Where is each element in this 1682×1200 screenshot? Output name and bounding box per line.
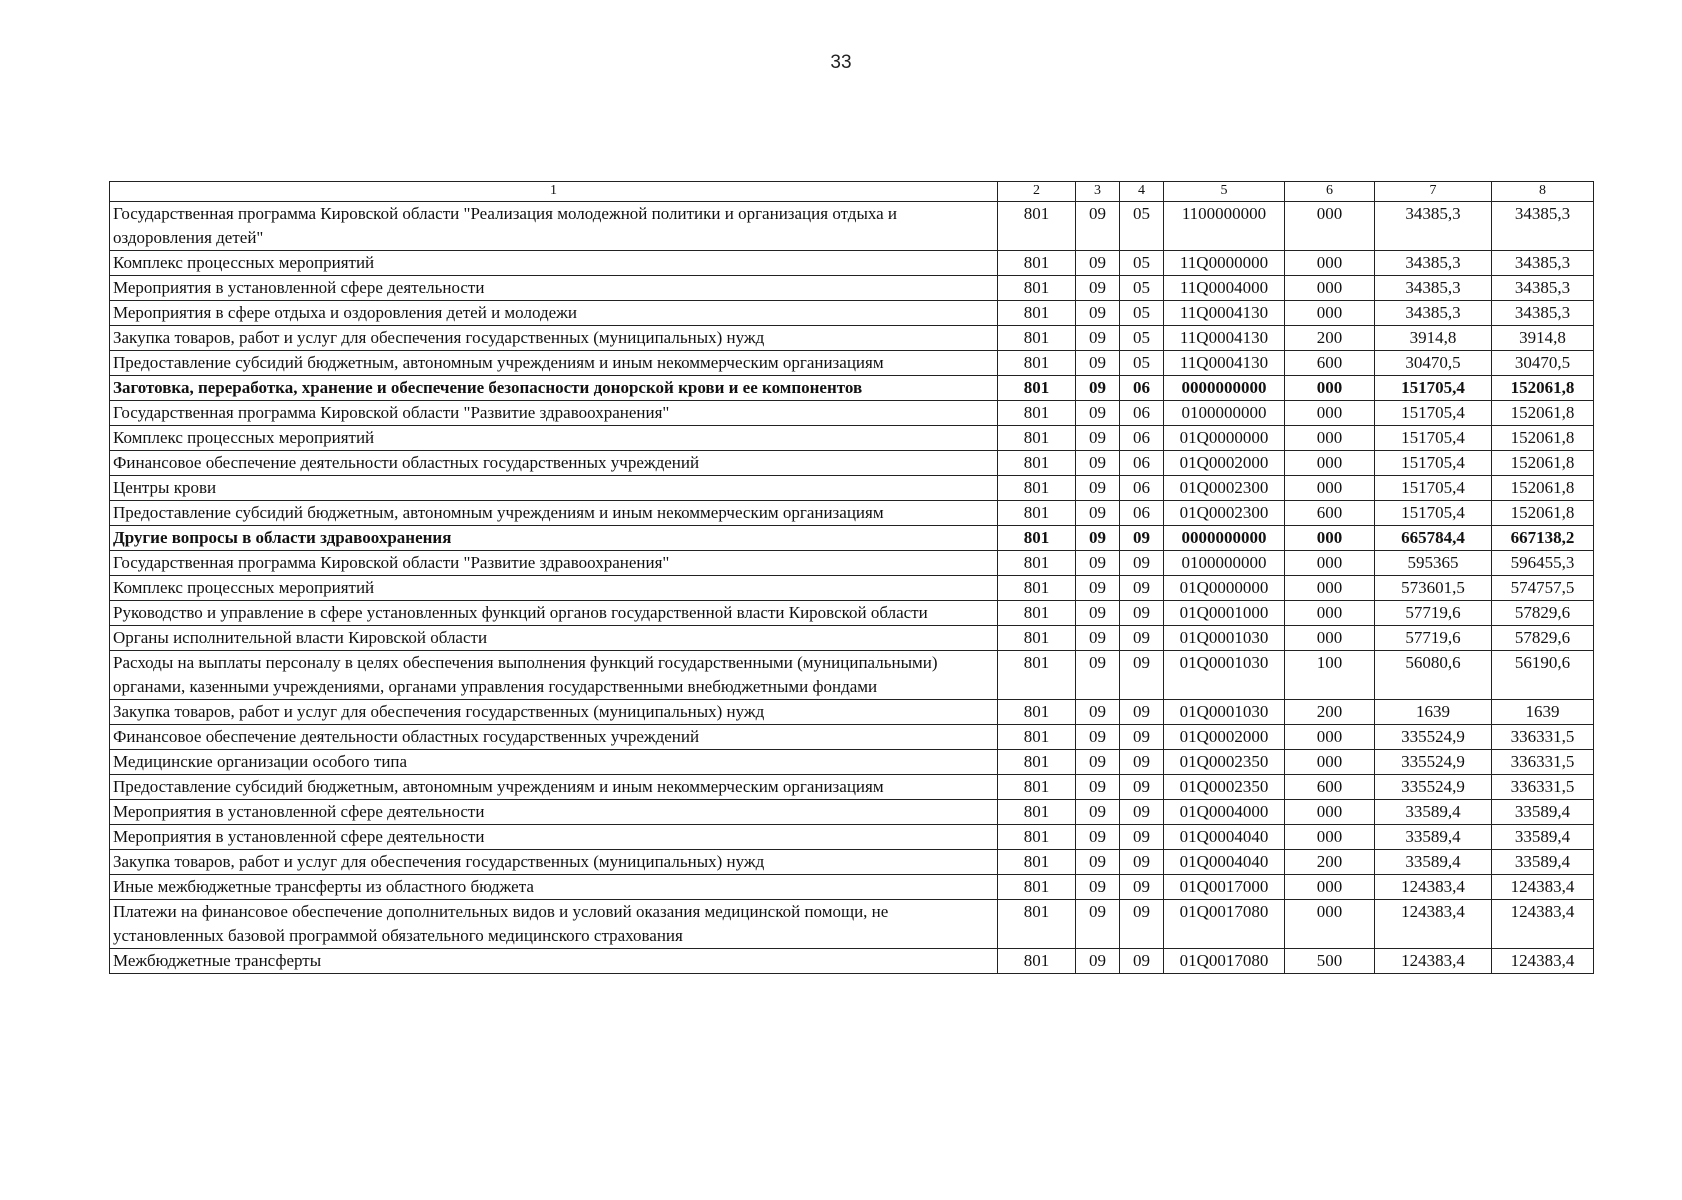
amount-year2-cell: 33589,4 <box>1492 800 1594 825</box>
subsection-cell: 09 <box>1120 875 1164 900</box>
amount-year2-cell: 57829,6 <box>1492 626 1594 651</box>
section-cell: 09 <box>1076 875 1120 900</box>
subsection-cell: 06 <box>1120 501 1164 526</box>
expense-type-cell: 000 <box>1285 276 1375 301</box>
ministry-code-cell: 801 <box>998 850 1076 875</box>
table-row <box>110 651 1594 700</box>
target-article-cell: 01Q0001030 <box>1164 626 1285 651</box>
expense-type-cell: 500 <box>1285 949 1375 974</box>
table-row <box>110 202 1594 251</box>
target-article-cell: 01Q0002350 <box>1164 775 1285 800</box>
amount-year1-cell: 124383,4 <box>1375 900 1492 949</box>
section-cell: 09 <box>1076 276 1120 301</box>
amount-year2-cell: 152061,8 <box>1492 501 1594 526</box>
subsection-cell: 05 <box>1120 276 1164 301</box>
amount-year1-cell: 335524,9 <box>1375 750 1492 775</box>
amount-year2-cell: 1639 <box>1492 700 1594 725</box>
column-header: 1 <box>110 182 998 202</box>
ministry-code-cell: 801 <box>998 426 1076 451</box>
section-cell: 09 <box>1076 426 1120 451</box>
expense-name-cell: Медицинские организации особого типа <box>110 750 998 775</box>
expense-name-cell: Комплекс процессных мероприятий <box>110 426 998 451</box>
ministry-code-cell: 801 <box>998 551 1076 576</box>
expense-name-cell: Государственная программа Кировской области "Развитие здравоохранения" <box>110 551 998 576</box>
table-row <box>110 301 1594 326</box>
subsection-cell: 09 <box>1120 601 1164 626</box>
column-header: 6 <box>1285 182 1375 202</box>
amount-year1-cell: 151705,4 <box>1375 426 1492 451</box>
subsection-cell: 09 <box>1120 949 1164 974</box>
expense-name-cell: Государственная программа Кировской области "Реализация молодежной политики и организация отдыха и оздоровления детей" <box>110 202 998 251</box>
target-article-cell: 11Q0004130 <box>1164 301 1285 326</box>
target-article-cell: 01Q0002300 <box>1164 476 1285 501</box>
amount-year1-cell: 57719,6 <box>1375 626 1492 651</box>
section-cell: 09 <box>1076 850 1120 875</box>
column-header: 2 <box>998 182 1076 202</box>
subsection-cell: 05 <box>1120 326 1164 351</box>
header-row <box>110 182 1594 202</box>
amount-year2-cell: 152061,8 <box>1492 476 1594 501</box>
ministry-code-cell: 801 <box>998 700 1076 725</box>
expense-name-cell: Закупка товаров, работ и услуг для обеспечения государственных (муниципальных) нужд <box>110 850 998 875</box>
section-cell: 09 <box>1076 700 1120 725</box>
amount-year2-cell: 124383,4 <box>1492 949 1594 974</box>
amount-year1-cell: 34385,3 <box>1375 202 1492 251</box>
amount-year1-cell: 56080,6 <box>1375 651 1492 700</box>
section-cell: 09 <box>1076 301 1120 326</box>
target-article-cell: 11Q0004130 <box>1164 326 1285 351</box>
ministry-code-cell: 801 <box>998 825 1076 850</box>
target-article-cell: 01Q0004000 <box>1164 800 1285 825</box>
amount-year1-cell: 3914,8 <box>1375 326 1492 351</box>
section-cell: 09 <box>1076 576 1120 601</box>
ministry-code-cell: 801 <box>998 501 1076 526</box>
subsection-cell: 06 <box>1120 476 1164 501</box>
table-row <box>110 800 1594 825</box>
expense-name-cell: Другие вопросы в области здравоохранения <box>110 526 998 551</box>
table-row <box>110 700 1594 725</box>
ministry-code-cell: 801 <box>998 476 1076 501</box>
target-article-cell: 01Q0001030 <box>1164 700 1285 725</box>
section-cell: 09 <box>1076 251 1120 276</box>
subsection-cell: 06 <box>1120 376 1164 401</box>
target-article-cell: 01Q0017080 <box>1164 900 1285 949</box>
table-row <box>110 900 1594 949</box>
section-cell: 09 <box>1076 202 1120 251</box>
table-row <box>110 351 1594 376</box>
amount-year2-cell: 3914,8 <box>1492 326 1594 351</box>
section-cell: 09 <box>1076 626 1120 651</box>
amount-year2-cell: 34385,3 <box>1492 251 1594 276</box>
expense-name-cell: Финансовое обеспечение деятельности областных государственных учреждений <box>110 725 998 750</box>
expense-type-cell: 000 <box>1285 601 1375 626</box>
ministry-code-cell: 801 <box>998 949 1076 974</box>
target-article-cell: 01Q0004040 <box>1164 850 1285 875</box>
target-article-cell: 0000000000 <box>1164 526 1285 551</box>
section-cell: 09 <box>1076 326 1120 351</box>
expense-type-cell: 100 <box>1285 651 1375 700</box>
amount-year1-cell: 335524,9 <box>1375 775 1492 800</box>
section-cell: 09 <box>1076 401 1120 426</box>
column-header: 7 <box>1375 182 1492 202</box>
expense-name-cell: Государственная программа Кировской области "Развитие здравоохранения" <box>110 401 998 426</box>
target-article-cell: 11Q0004000 <box>1164 276 1285 301</box>
amount-year2-cell: 336331,5 <box>1492 725 1594 750</box>
amount-year2-cell: 33589,4 <box>1492 825 1594 850</box>
amount-year1-cell: 33589,4 <box>1375 800 1492 825</box>
amount-year1-cell: 1639 <box>1375 700 1492 725</box>
expense-type-cell: 000 <box>1285 401 1375 426</box>
ministry-code-cell: 801 <box>998 576 1076 601</box>
amount-year2-cell: 574757,5 <box>1492 576 1594 601</box>
amount-year1-cell: 124383,4 <box>1375 949 1492 974</box>
expense-type-cell: 000 <box>1285 576 1375 601</box>
amount-year1-cell: 151705,4 <box>1375 476 1492 501</box>
expense-type-cell: 600 <box>1285 775 1375 800</box>
expense-name-cell: Расходы на выплаты персоналу в целях обеспечения выполнения функций государственными (муниципальными) органами, казенными учреждениями, органами управления государственными внебюджетными фондами <box>110 651 998 700</box>
subsection-cell: 09 <box>1120 626 1164 651</box>
expense-type-cell: 000 <box>1285 451 1375 476</box>
table-row <box>110 401 1594 426</box>
expense-name-cell: Мероприятия в установленной сфере деятельности <box>110 276 998 301</box>
subsection-cell: 09 <box>1120 850 1164 875</box>
ministry-code-cell: 801 <box>998 875 1076 900</box>
section-cell: 09 <box>1076 601 1120 626</box>
expense-name-cell: Мероприятия в установленной сфере деятельности <box>110 800 998 825</box>
table-row <box>110 875 1594 900</box>
expense-name-cell: Закупка товаров, работ и услуг для обеспечения государственных (муниципальных) нужд <box>110 326 998 351</box>
column-header: 3 <box>1076 182 1120 202</box>
expense-name-cell: Руководство и управление в сфере установленных функций органов государственной власти Кировской области <box>110 601 998 626</box>
expense-name-cell: Комплекс процессных мероприятий <box>110 576 998 601</box>
ministry-code-cell: 801 <box>998 626 1076 651</box>
ministry-code-cell: 801 <box>998 601 1076 626</box>
amount-year2-cell: 56190,6 <box>1492 651 1594 700</box>
ministry-code-cell: 801 <box>998 202 1076 251</box>
amount-year1-cell: 335524,9 <box>1375 725 1492 750</box>
target-article-cell: 01Q0000000 <box>1164 426 1285 451</box>
expense-type-cell: 000 <box>1285 301 1375 326</box>
section-cell: 09 <box>1076 651 1120 700</box>
section-cell: 09 <box>1076 526 1120 551</box>
expense-type-cell: 200 <box>1285 326 1375 351</box>
subsection-cell: 09 <box>1120 800 1164 825</box>
amount-year2-cell: 152061,8 <box>1492 401 1594 426</box>
target-article-cell: 11Q0000000 <box>1164 251 1285 276</box>
ministry-code-cell: 801 <box>998 800 1076 825</box>
expense-name-cell: Платежи на финансовое обеспечение дополнительных видов и условий оказания медицинской помощи, не установленных базовой программой обязательного медицинского страхования <box>110 900 998 949</box>
section-cell: 09 <box>1076 825 1120 850</box>
table-row <box>110 949 1594 974</box>
amount-year2-cell: 30470,5 <box>1492 351 1594 376</box>
amount-year1-cell: 57719,6 <box>1375 601 1492 626</box>
table-row <box>110 850 1594 875</box>
table-row <box>110 775 1594 800</box>
expense-type-cell: 000 <box>1285 800 1375 825</box>
target-article-cell: 01Q0001030 <box>1164 651 1285 700</box>
column-header: 8 <box>1492 182 1594 202</box>
table-row <box>110 251 1594 276</box>
expense-type-cell: 000 <box>1285 426 1375 451</box>
subsection-cell: 06 <box>1120 451 1164 476</box>
table-row <box>110 426 1594 451</box>
ministry-code-cell: 801 <box>998 401 1076 426</box>
expense-type-cell: 000 <box>1285 526 1375 551</box>
expense-type-cell: 000 <box>1285 202 1375 251</box>
table-row <box>110 501 1594 526</box>
table-row <box>110 526 1594 551</box>
ministry-code-cell: 801 <box>998 900 1076 949</box>
budget-table <box>109 181 1594 974</box>
table-row <box>110 276 1594 301</box>
amount-year2-cell: 33589,4 <box>1492 850 1594 875</box>
section-cell: 09 <box>1076 800 1120 825</box>
target-article-cell: 0100000000 <box>1164 551 1285 576</box>
expense-type-cell: 200 <box>1285 700 1375 725</box>
target-article-cell: 01Q0017080 <box>1164 949 1285 974</box>
subsection-cell: 05 <box>1120 251 1164 276</box>
section-cell: 09 <box>1076 351 1120 376</box>
expense-name-cell: Мероприятия в сфере отдыха и оздоровления детей и молодежи <box>110 301 998 326</box>
amount-year2-cell: 34385,3 <box>1492 202 1594 251</box>
target-article-cell: 01Q0017000 <box>1164 875 1285 900</box>
amount-year2-cell: 152061,8 <box>1492 376 1594 401</box>
table-row <box>110 725 1594 750</box>
target-article-cell: 01Q0000000 <box>1164 576 1285 601</box>
amount-year1-cell: 34385,3 <box>1375 276 1492 301</box>
expense-type-cell: 000 <box>1285 551 1375 576</box>
expense-name-cell: Органы исполнительной власти Кировской области <box>110 626 998 651</box>
amount-year2-cell: 152061,8 <box>1492 426 1594 451</box>
table-row <box>110 601 1594 626</box>
ministry-code-cell: 801 <box>998 651 1076 700</box>
amount-year1-cell: 151705,4 <box>1375 401 1492 426</box>
amount-year1-cell: 33589,4 <box>1375 850 1492 875</box>
subsection-cell: 06 <box>1120 401 1164 426</box>
expense-name-cell: Заготовка, переработка, хранение и обеспечение безопасности донорской крови и ее компонентов <box>110 376 998 401</box>
subsection-cell: 09 <box>1120 651 1164 700</box>
expense-name-cell: Комплекс процессных мероприятий <box>110 251 998 276</box>
subsection-cell: 09 <box>1120 700 1164 725</box>
column-header: 5 <box>1164 182 1285 202</box>
section-cell: 09 <box>1076 750 1120 775</box>
expense-type-cell: 000 <box>1285 476 1375 501</box>
amount-year1-cell: 30470,5 <box>1375 351 1492 376</box>
subsection-cell: 09 <box>1120 825 1164 850</box>
expense-type-cell: 600 <box>1285 501 1375 526</box>
subsection-cell: 09 <box>1120 576 1164 601</box>
ministry-code-cell: 801 <box>998 326 1076 351</box>
subsection-cell: 05 <box>1120 202 1164 251</box>
ministry-code-cell: 801 <box>998 351 1076 376</box>
expense-type-cell: 000 <box>1285 626 1375 651</box>
amount-year1-cell: 34385,3 <box>1375 251 1492 276</box>
ministry-code-cell: 801 <box>998 376 1076 401</box>
expense-name-cell: Предоставление субсидий бюджетным, автономным учреждениям и иным некоммерческим организациям <box>110 775 998 800</box>
table-row <box>110 451 1594 476</box>
amount-year2-cell: 34385,3 <box>1492 276 1594 301</box>
amount-year1-cell: 33589,4 <box>1375 825 1492 850</box>
amount-year1-cell: 151705,4 <box>1375 501 1492 526</box>
section-cell: 09 <box>1076 949 1120 974</box>
expense-name-cell: Иные межбюджетные трансферты из областного бюджета <box>110 875 998 900</box>
amount-year2-cell: 124383,4 <box>1492 875 1594 900</box>
expense-name-cell: Закупка товаров, работ и услуг для обеспечения государственных (муниципальных) нужд <box>110 700 998 725</box>
section-cell: 09 <box>1076 451 1120 476</box>
subsection-cell: 09 <box>1120 725 1164 750</box>
ministry-code-cell: 801 <box>998 276 1076 301</box>
expense-type-cell: 000 <box>1285 251 1375 276</box>
ministry-code-cell: 801 <box>998 451 1076 476</box>
amount-year1-cell: 595365 <box>1375 551 1492 576</box>
ministry-code-cell: 801 <box>998 301 1076 326</box>
expense-name-cell: Межбюджетные трансферты <box>110 949 998 974</box>
subsection-cell: 09 <box>1120 526 1164 551</box>
ministry-code-cell: 801 <box>998 251 1076 276</box>
section-cell: 09 <box>1076 900 1120 949</box>
section-cell: 09 <box>1076 476 1120 501</box>
subsection-cell: 09 <box>1120 750 1164 775</box>
expense-name-cell: Предоставление субсидий бюджетным, автономным учреждениям и иным некоммерческим организациям <box>110 501 998 526</box>
amount-year1-cell: 151705,4 <box>1375 376 1492 401</box>
target-article-cell: 01Q0004040 <box>1164 825 1285 850</box>
subsection-cell: 09 <box>1120 900 1164 949</box>
table-row <box>110 376 1594 401</box>
amount-year2-cell: 596455,3 <box>1492 551 1594 576</box>
section-cell: 09 <box>1076 376 1120 401</box>
amount-year1-cell: 124383,4 <box>1375 875 1492 900</box>
table-body <box>110 202 1594 974</box>
expense-name-cell: Центры крови <box>110 476 998 501</box>
column-header: 4 <box>1120 182 1164 202</box>
subsection-cell: 09 <box>1120 551 1164 576</box>
subsection-cell: 05 <box>1120 351 1164 376</box>
expense-name-cell: Предоставление субсидий бюджетным, автономным учреждениям и иным некоммерческим организациям <box>110 351 998 376</box>
expense-name-cell: Мероприятия в установленной сфере деятельности <box>110 825 998 850</box>
target-article-cell: 01Q0001000 <box>1164 601 1285 626</box>
target-article-cell: 01Q0002000 <box>1164 451 1285 476</box>
amount-year2-cell: 124383,4 <box>1492 900 1594 949</box>
table-row <box>110 476 1594 501</box>
amount-year2-cell: 34385,3 <box>1492 301 1594 326</box>
subsection-cell: 09 <box>1120 775 1164 800</box>
amount-year1-cell: 665784,4 <box>1375 526 1492 551</box>
section-cell: 09 <box>1076 501 1120 526</box>
amount-year1-cell: 573601,5 <box>1375 576 1492 601</box>
subsection-cell: 05 <box>1120 301 1164 326</box>
amount-year2-cell: 667138,2 <box>1492 526 1594 551</box>
page-number: 33 <box>830 52 852 73</box>
subsection-cell: 06 <box>1120 426 1164 451</box>
amount-year2-cell: 336331,5 <box>1492 775 1594 800</box>
table-row <box>110 576 1594 601</box>
target-article-cell: 01Q0002000 <box>1164 725 1285 750</box>
target-article-cell: 0100000000 <box>1164 401 1285 426</box>
amount-year1-cell: 34385,3 <box>1375 301 1492 326</box>
amount-year2-cell: 336331,5 <box>1492 750 1594 775</box>
target-article-cell: 1100000000 <box>1164 202 1285 251</box>
table-row <box>110 626 1594 651</box>
target-article-cell: 0000000000 <box>1164 376 1285 401</box>
expense-type-cell: 000 <box>1285 875 1375 900</box>
section-cell: 09 <box>1076 551 1120 576</box>
target-article-cell: 01Q0002350 <box>1164 750 1285 775</box>
amount-year2-cell: 57829,6 <box>1492 601 1594 626</box>
table-row <box>110 326 1594 351</box>
expense-type-cell: 000 <box>1285 750 1375 775</box>
expense-type-cell: 000 <box>1285 376 1375 401</box>
amount-year2-cell: 152061,8 <box>1492 451 1594 476</box>
expense-name-cell: Финансовое обеспечение деятельности областных государственных учреждений <box>110 451 998 476</box>
expense-type-cell: 000 <box>1285 825 1375 850</box>
expense-type-cell: 000 <box>1285 900 1375 949</box>
section-cell: 09 <box>1076 775 1120 800</box>
target-article-cell: 01Q0002300 <box>1164 501 1285 526</box>
amount-year1-cell: 151705,4 <box>1375 451 1492 476</box>
ministry-code-cell: 801 <box>998 725 1076 750</box>
table-row <box>110 750 1594 775</box>
ministry-code-cell: 801 <box>998 775 1076 800</box>
expense-type-cell: 200 <box>1285 850 1375 875</box>
section-cell: 09 <box>1076 725 1120 750</box>
table-row <box>110 825 1594 850</box>
expense-type-cell: 000 <box>1285 725 1375 750</box>
ministry-code-cell: 801 <box>998 526 1076 551</box>
ministry-code-cell: 801 <box>998 750 1076 775</box>
expense-type-cell: 600 <box>1285 351 1375 376</box>
table-row <box>110 551 1594 576</box>
target-article-cell: 11Q0004130 <box>1164 351 1285 376</box>
